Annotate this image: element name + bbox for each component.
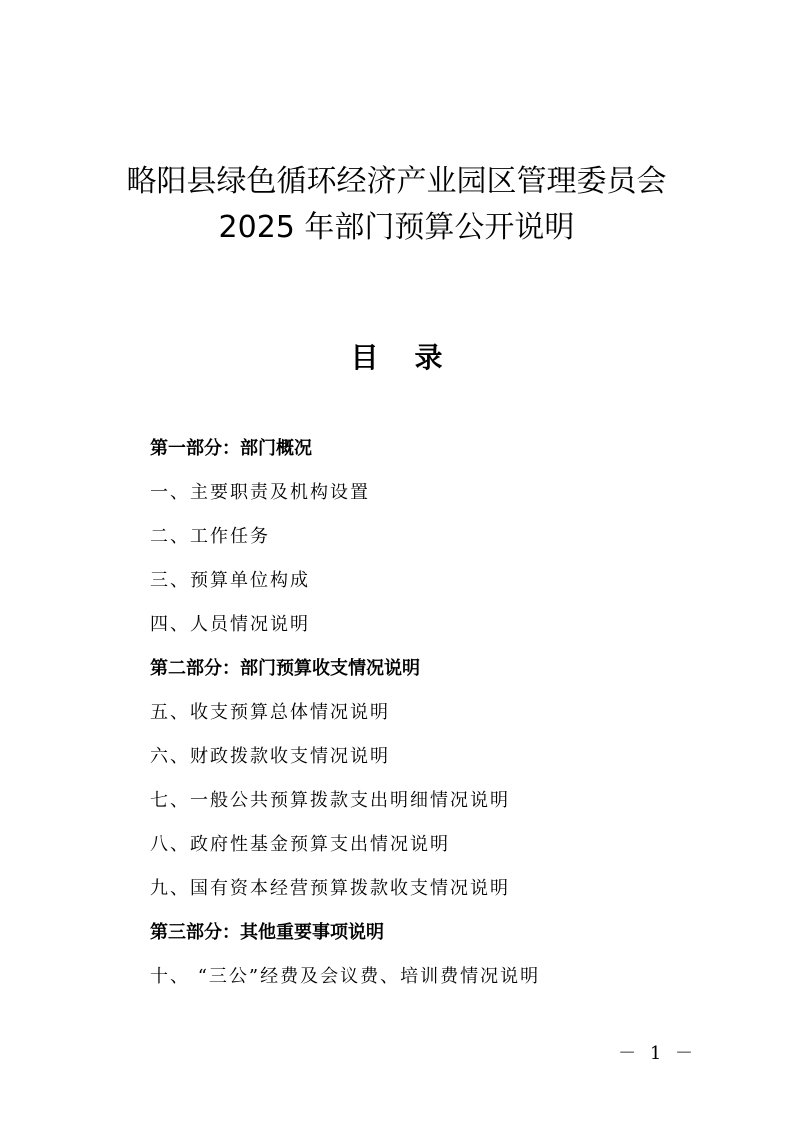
page-number: － 1 － bbox=[618, 1043, 697, 1064]
document-title-line-1: 略阳县绿色循环经济产业园区管理委员会 bbox=[126, 164, 667, 199]
document-title-line-2: 2025 年部门预算公开说明 bbox=[218, 210, 575, 245]
toc-item-1: 一、主要职责及机构设置 bbox=[150, 482, 370, 503]
toc-item-9: 九、国有资本经营预算拨款收支情况说明 bbox=[150, 878, 510, 899]
toc-part-2: 第二部分：部门预算收支情况说明 bbox=[150, 658, 420, 679]
toc-item-3: 三、预算单位构成 bbox=[150, 570, 310, 591]
toc-item-7: 七、一般公共预算拨款支出明细情况说明 bbox=[150, 790, 510, 811]
toc-item-6: 六、财政拨款收支情况说明 bbox=[150, 746, 390, 767]
toc-item-5: 五、收支预算总体情况说明 bbox=[150, 702, 390, 723]
toc-item-10: 十、 “三公”经费及会议费、培训费情况说明 bbox=[150, 966, 541, 987]
toc-part-3: 第三部分：其他重要事项说明 bbox=[150, 922, 384, 943]
table-of-contents bbox=[150, 431, 750, 1003]
toc-item-4: 四、人员情况说明 bbox=[150, 614, 310, 635]
toc-heading: 目录 bbox=[350, 341, 479, 374]
toc-item-8: 八、政府性基金预算支出情况说明 bbox=[150, 834, 450, 855]
toc-part-1: 第一部分：部门概况 bbox=[150, 438, 312, 459]
toc-item-2: 二、工作任务 bbox=[150, 526, 270, 547]
